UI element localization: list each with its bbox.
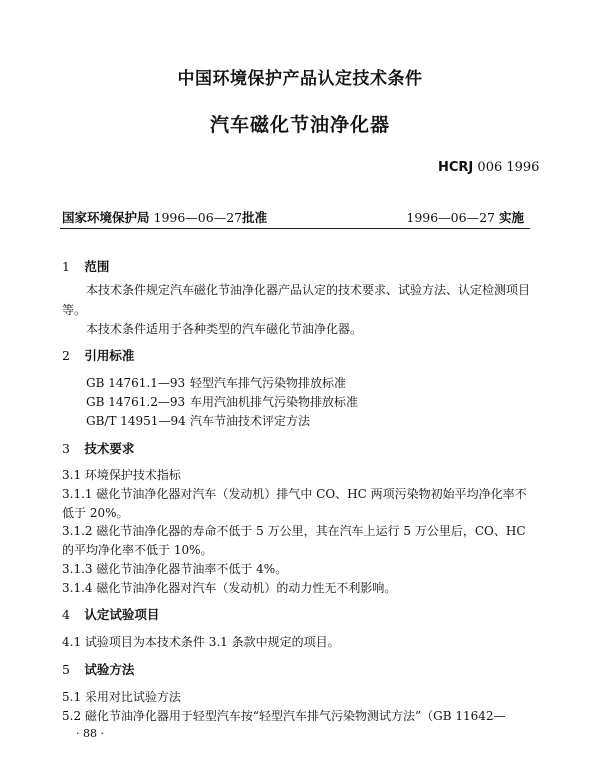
standard-series-title: 中国环境保护产品认定技术条件 [177,69,423,89]
reference-code: GB 14761.1—93 [86,376,186,390]
document-code-number: 006 1996 [477,160,540,175]
section-4-title: 认定试验项目 [84,607,160,622]
reference-standard-3 [86,412,310,429]
clause-3-1-4: 3.1.4 磁化节油净化器对汽车（发动机）的动力性无不利影响。 [62,581,397,595]
section-1-title: 范围 [84,259,110,274]
section-5-number: 5 [62,662,70,677]
section-3-number: 3 [62,441,70,456]
section-1-number: 1 [62,259,70,274]
section-3-heading [62,439,134,457]
header-divider [60,228,530,229]
section-5-heading [62,660,134,678]
reference-code: GB/T 14951—94 [86,414,186,428]
section-2-number: 2 [62,348,70,363]
clause-5-1: 5.1 采用对比试验方法 [62,690,181,704]
section-1-paragraph-2: 本技术条件适用于各种类型的汽车磁化节油净化器。 [86,322,363,336]
section-4-number: 4 [62,607,70,622]
section-1-heading [62,257,109,275]
clause-3-1-3: 3.1.3 磁化节油净化器节油率不低于 4%。 [62,562,288,576]
section-3-title: 技术要求 [84,441,135,456]
clause-3-1-2-line-1: 3.1.2 磁化节油净化器的寿命不低于 5 万公里，其在汽车上运行 5 万公里后，CO、HC [62,524,526,538]
issuer: 国家环境保护局 [62,210,150,225]
clause-3-1-1-line-1: 3.1.1 磁化节油净化器对汽车（发动机）排气中 CO、HC 两项污染物初始平均净化率不 [62,487,527,501]
approval-line [62,208,267,226]
implementation-line [406,208,524,226]
document-title: 汽车磁化节油净化器 [209,114,390,136]
document-code-prefix: HCRJ [438,160,474,175]
section-2-title: 引用标准 [84,348,135,363]
section-5-title: 试验方法 [84,662,135,677]
reference-code: GB 14761.2—93 [86,395,186,409]
clause-3-1-1-line-2: 低于 20%。 [62,506,129,520]
section-4-heading [62,605,159,623]
page-number: · 88 · [76,727,104,740]
reference-standard-1 [86,374,346,391]
implementation-date: 1996—06—27 [406,210,495,225]
approval-date: 1996—06—27 [153,210,243,225]
reference-standard-2 [86,393,358,410]
clause-4-1: 4.1 试验项目为本技术条件 3.1 条款中规定的项目。 [62,635,340,649]
clause-3-1-2-line-2: 的平均净化率不低于 10%。 [62,543,213,557]
clause-5-2: 5.2 磁化节油净化器用于轻型汽车按“轻型汽车排气污染物测试方法”（GB 11642— [62,709,506,723]
reference-name: 汽车节油技术评定方法 [190,414,311,428]
section-1-paragraph-1: 本技术条件规定汽车磁化节油净化器产品认定的技术要求、试验方法、认定检测项目等。 [62,283,531,317]
implementation-word: 实施 [498,210,524,225]
reference-name: 车用汽油机排气污染物排放标准 [190,395,359,409]
approval-word: 批准 [242,210,268,225]
clause-3-1: 3.1 环境保护技术指标 [62,468,181,482]
reference-name: 轻型汽车排气污染物排放标准 [190,376,347,390]
section-2-heading [62,346,134,364]
document-code [438,160,539,175]
